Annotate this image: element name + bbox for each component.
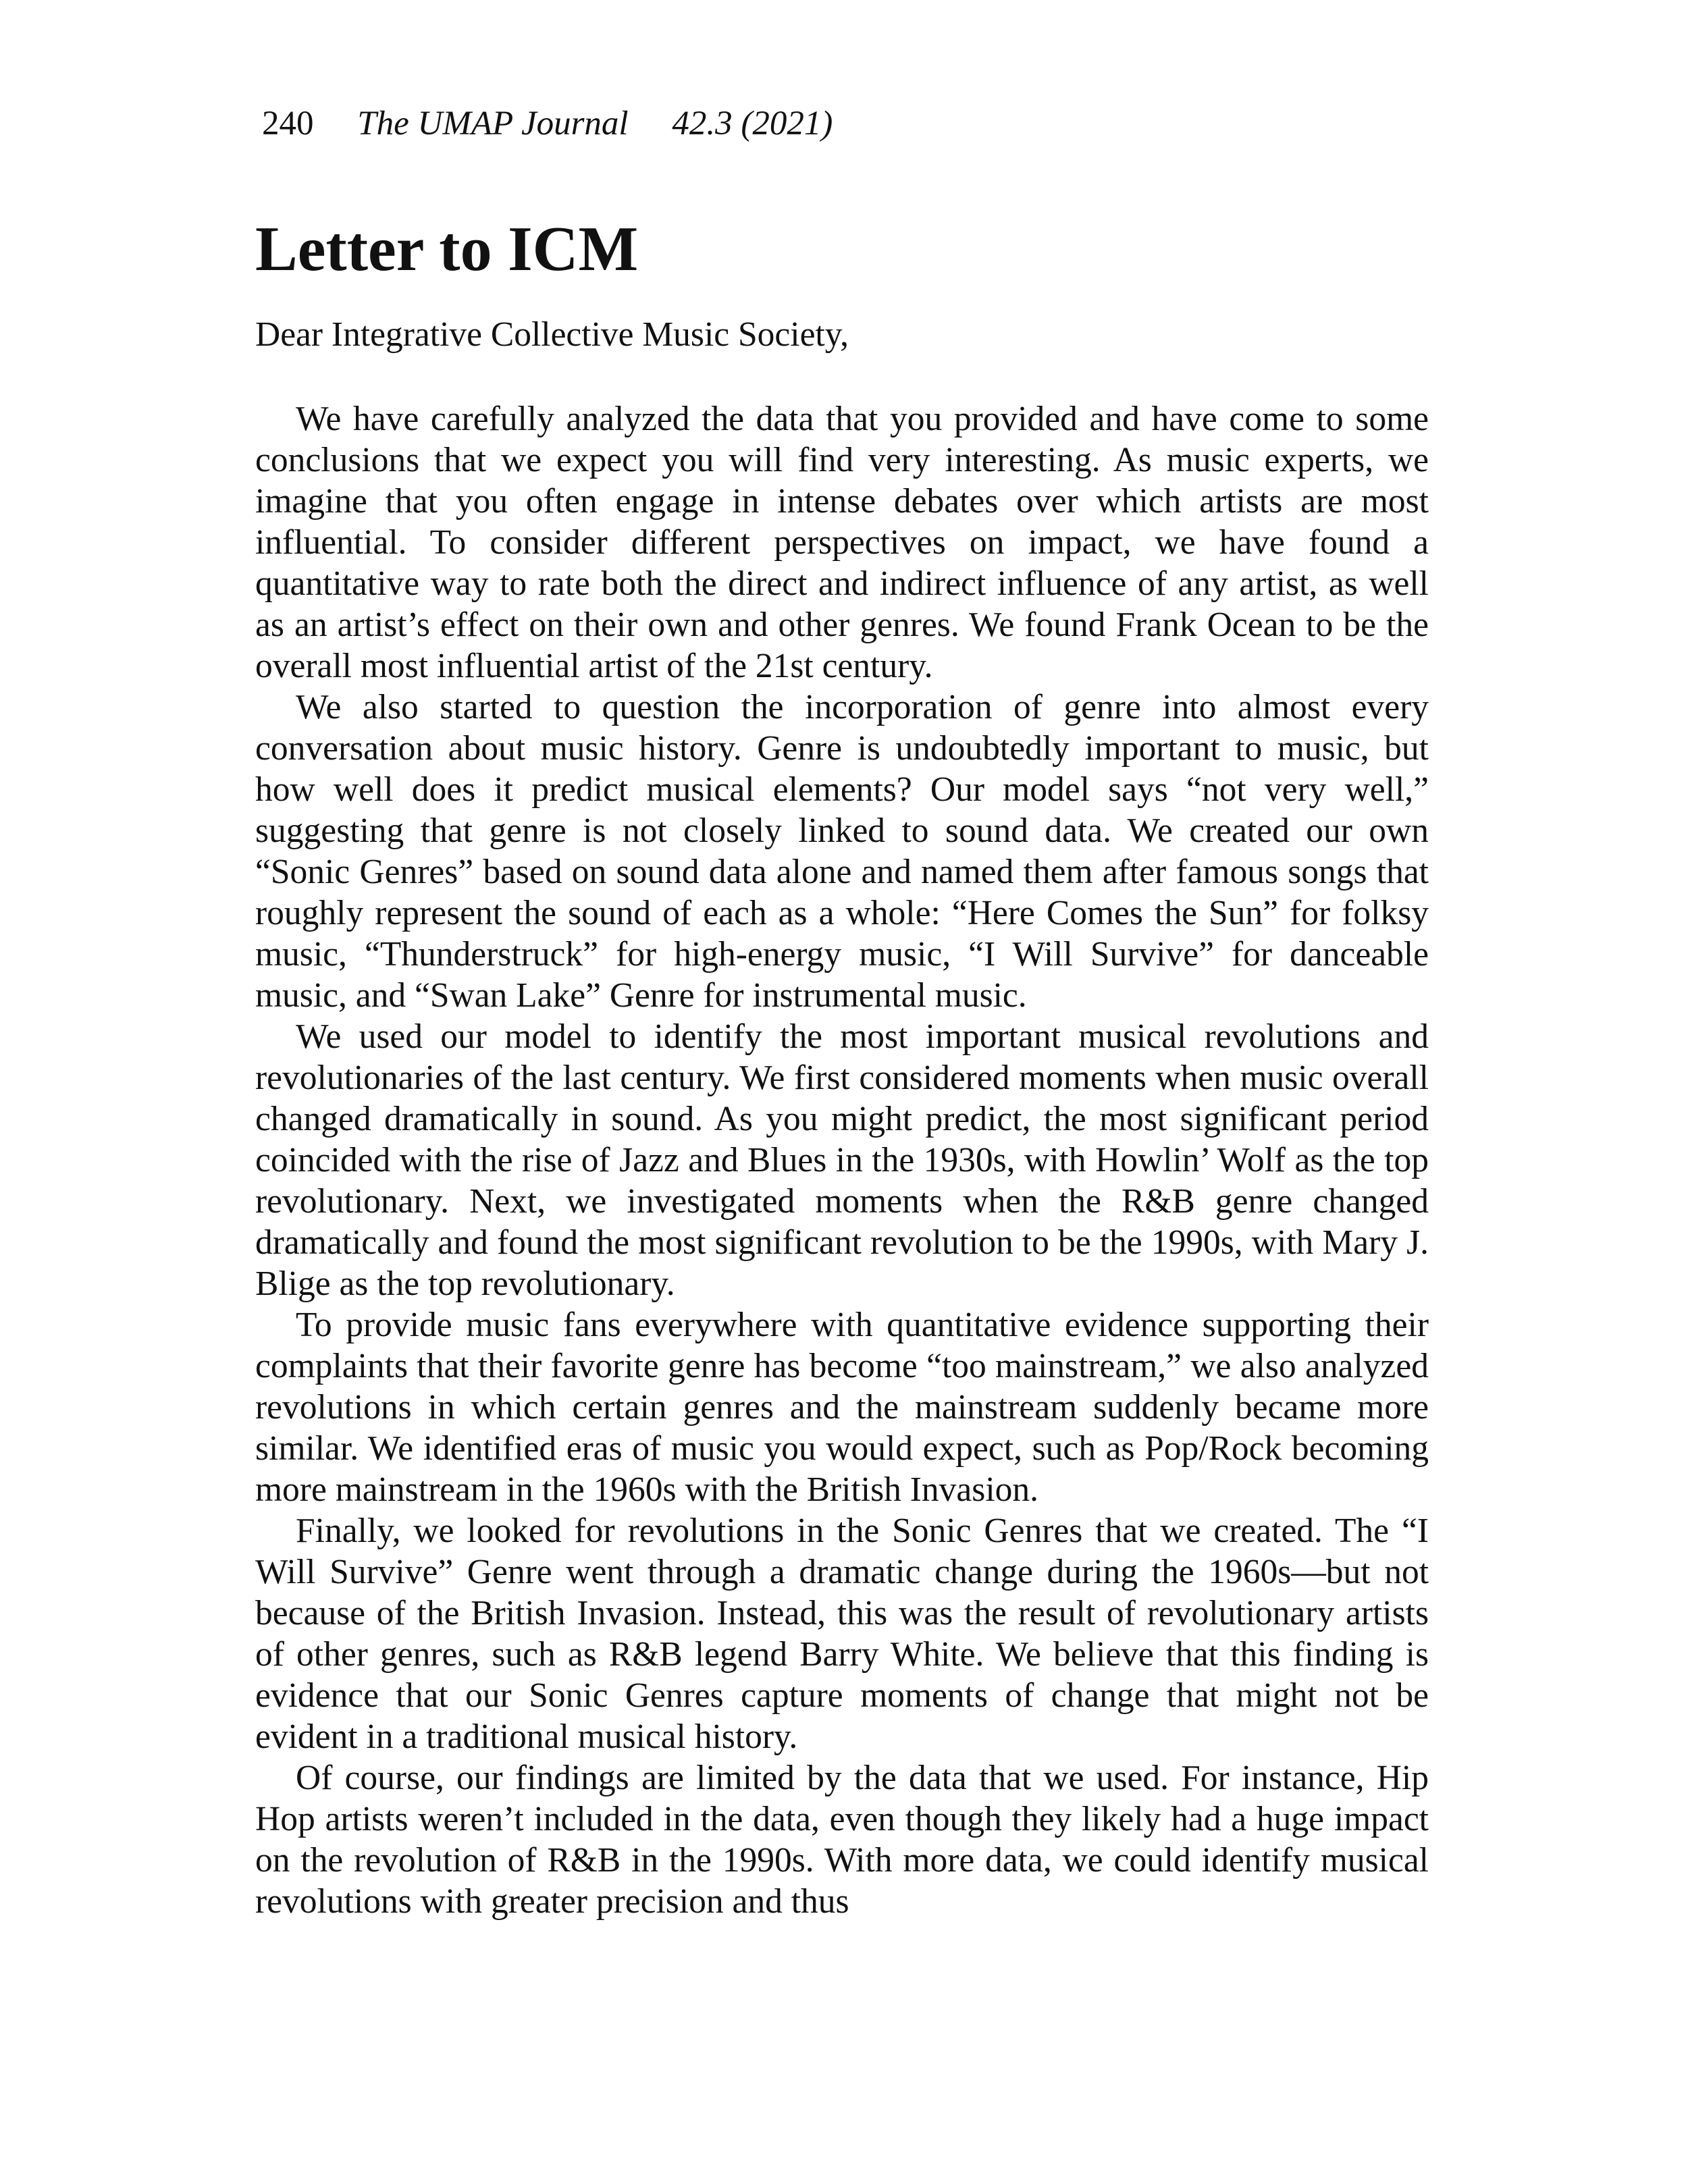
body-paragraph: To provide music fans everywhere with quantitative evidence supporting their complaints that their favorite genre has become “too mainstream,” we also analyzed revolutions in which certain genres and the mainstream suddenly became more similar. We identified eras of music you would expect, such as Pop/Rock becoming more mainstream in the 1960s with the British Invasion.	[255, 1306, 1429, 1509]
page-number: 240	[262, 105, 314, 142]
letter-salutation: Dear Integrative Collective Music Society,	[255, 315, 849, 354]
body-paragraph: Of course, our findings are limited by the data that we used. For instance, Hip Hop artists weren’t included in the data, even though they likely had a huge impact on the revolution of R&B in the 1990s. With more data, we could identify musical revolutions with greater precision and thus	[255, 1759, 1429, 1921]
volume-issue: 42.3 (2021)	[672, 105, 833, 142]
body-paragraph: We have carefully analyzed the data that you provided and have come to some conclusions that we expect you will find very interesting. As music experts, we imagine that you often engage in intense debates over which artists are most influential. To consider different perspectives on impact, we have found a quantitative way to rate both the direct and indirect influence of any artist, as well as an artist’s effect on their own and other genres. We found Frank Ocean to be the overall most influential artist of the 21st century.	[255, 400, 1429, 685]
journal-name: The UMAP Journal	[357, 105, 629, 142]
body-paragraph: Finally, we looked for revolutions in the Sonic Genres that we created. The “I Will Survive” Genre went through a dramatic change during the 1960s—but not because of the British Invasion. Instead, this was the result of revolutionary artists of other genres, such as R&B legend Barry White. We believe that this finding is evidence that our Sonic Genres capture moments of change that might not be evident in a traditional musical history.	[255, 1512, 1429, 1756]
running-header	[262, 107, 833, 141]
letter-title: Letter to ICM	[255, 214, 639, 284]
body-paragraph: We used our model to identify the most important musical revolutions and revolutionaries of the last century. We first considered moments when music overall changed dramatically in sound. As you might predict, the most significant period coincided with the rise of Jazz and Blues in the 1930s, with Howlin’ Wolf as the top revolutionary. Next, we investigated moments when the R&B genre changed dramatically and found the most significant revolution to be the 1990s, with Mary J. Blige as the top revolutionary.	[255, 1017, 1429, 1303]
body-paragraph: We also started to question the incorporation of genre into almost every conversation about music history. Genre is undoubtedly important to music, but how well does it predict musical elements? Our model says “not very well,” suggesting that genre is not closely linked to sound data. We created our own “Sonic Genres” based on sound data alone and named them after famous songs that roughly represent the sound of each as a whole: “Here Comes the Sun” for folksy music, “Thunderstruck” for high-energy music, “I Will Survive” for danceable music, and “Swan Lake” Genre for instrumental music.	[255, 688, 1429, 1015]
journal-page	[255, 0, 1429, 2184]
letter-body	[255, 398, 1429, 1922]
